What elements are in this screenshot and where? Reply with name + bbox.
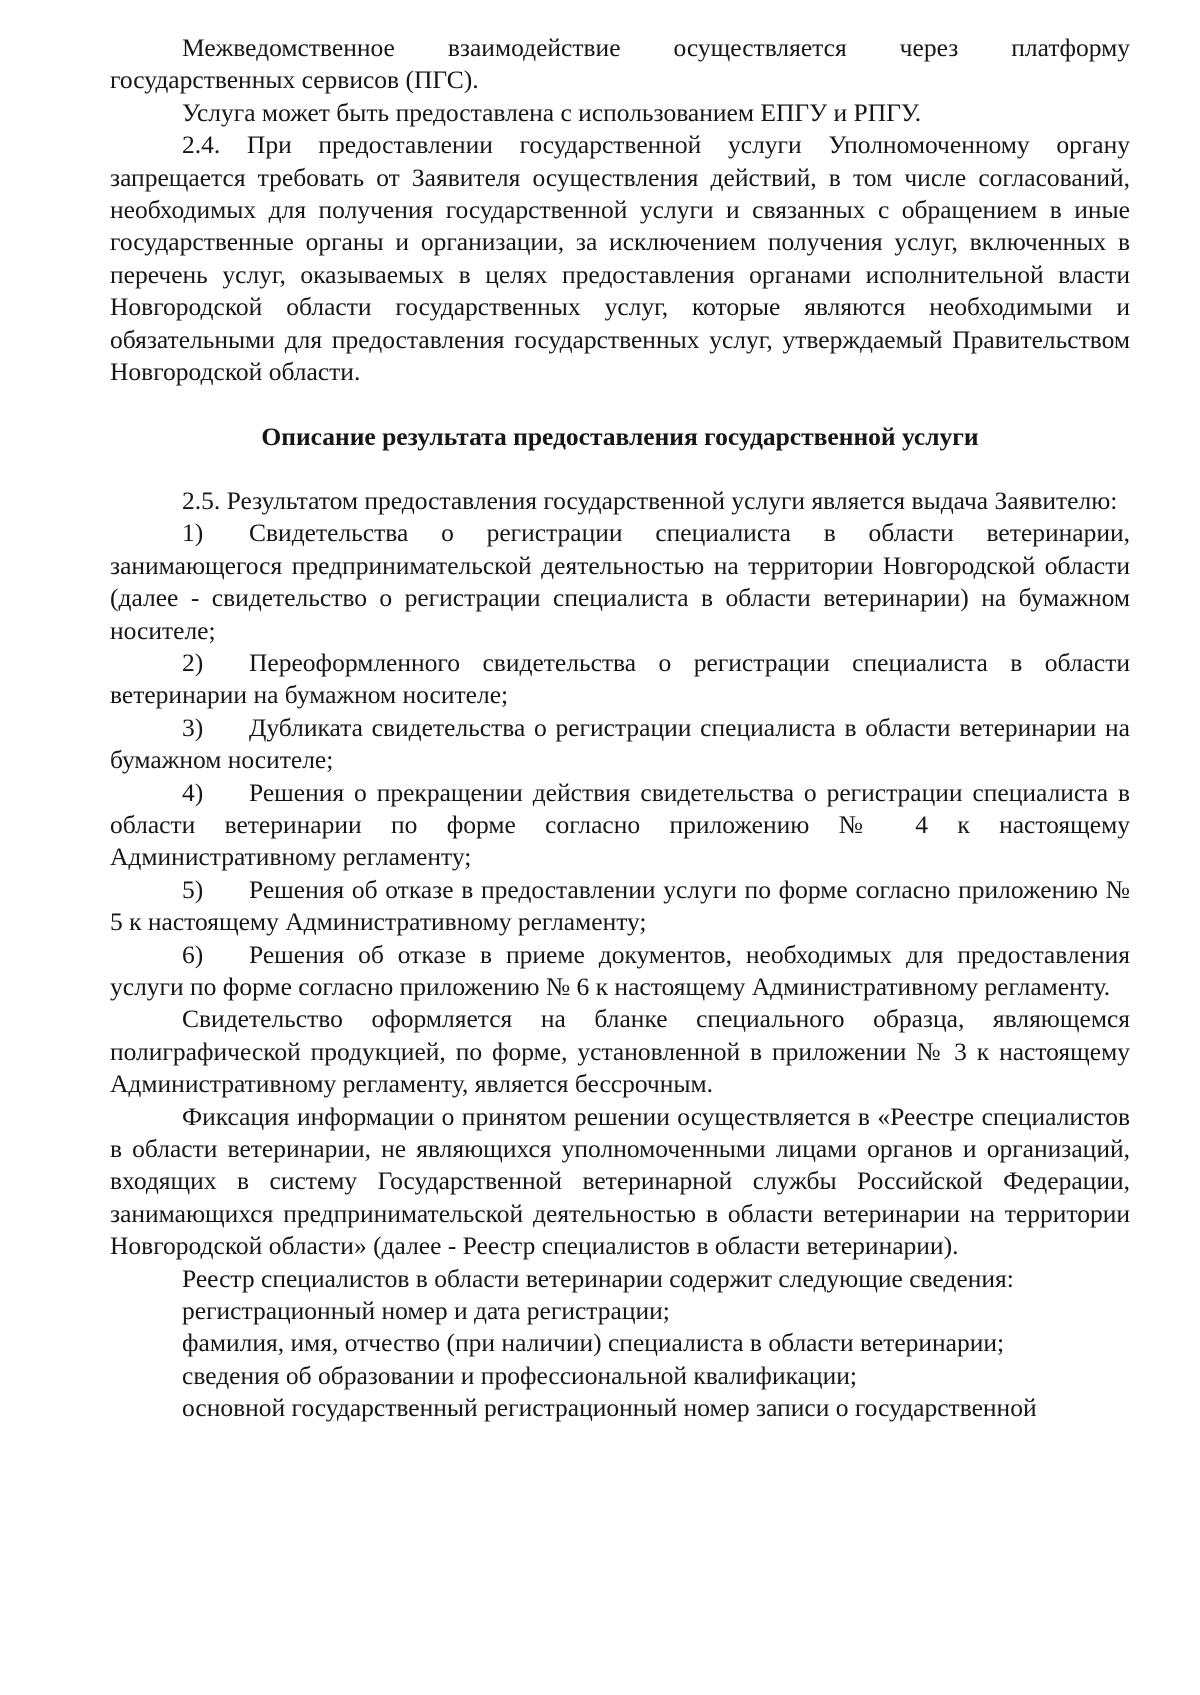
result-item-4 — [110, 777, 1130, 874]
paragraph-interagency: Межведомственное взаимодействие осуществляется через платформу государственных сервисов (ПГС). — [110, 33, 1130, 95]
paragraph-2-4: 2.4. При предоставлении государственной услуги Уполномоченному органу запрещается требовать от Заявителя осуществления действий, в том числе согласований, необходимых для получения государственной услуги и связанных с обращением в иные государственные органы и организации, за исключением получения услуг, включенных в перечень услуг, оказываемых в целях предоставления органами исполнительной власти Новгородской области государственных услуг, которые являются необходимыми и обязательными для предоставления государственных услуг, утверждаемый Правительством Новгородской области. — [110, 130, 1130, 387]
paragraph-certificate: Свидетельство оформляется на бланке специального образца, являющемся полиграфической продукцией, по форме, установленной в приложении № 3 к настоящему Административному регламенту, является бессрочным. — [110, 1004, 1130, 1099]
result-item-1 — [110, 517, 1130, 647]
registry-line-name: фамилия, имя, отчество (при наличии) специалиста в области ветеринарии; — [182, 1328, 1005, 1358]
result-item-number: 4) — [182, 777, 204, 807]
result-item-5 — [110, 874, 1130, 939]
result-item-number: 5) — [182, 874, 204, 904]
result-item-text: Переоформленного свидетельства о регистрации специалиста в области ветеринарии на бумажном носителе; — [110, 647, 1130, 710]
result-item-number: 1) — [182, 518, 204, 548]
registry-line-intro: Реестр специалистов в области ветеринарии содержит следующие сведения: — [182, 1263, 1014, 1293]
result-item-number: 2) — [182, 647, 204, 677]
section-heading: Описание результата предоставления государственной услуги — [261, 422, 979, 452]
result-item-number: 3) — [182, 712, 204, 742]
result-item-number: 6) — [182, 939, 204, 969]
registry-line-number: регистрационный номер и дата регистрации; — [182, 1296, 670, 1326]
result-item-3 — [110, 712, 1130, 777]
result-item-text: Дубликата свидетельства о регистрации специалиста в области ветеринарии на бумажном носителе; — [110, 712, 1130, 775]
result-item-text: Решения об отказе в приеме документов, необходимых для предоставления услуги по форме согласно приложению № 6 к настоящему Административному регламенту. — [110, 939, 1130, 1001]
result-item-text: Решения о прекращении действия свидетельства о регистрации специалиста в области ветеринарии по форме согласно приложению № 4 к настоящему Административному регламенту; — [110, 777, 1130, 872]
result-item-2 — [110, 647, 1130, 712]
document-page — [110, 32, 1130, 1425]
paragraph-registry-fixation: Фиксация информации о принятом решении осуществляется в «Реестре специалистов в области ветеринарии, не являющихся уполномоченными лицами органов и организаций, входящих в систему Государственной ветеринарной службы Российской Федерации, занимающихся предпринимательской деятельностью в области ветеринарии на территории Новгородской области» (далее - Реестр специалистов в области ветеринарии). — [110, 1101, 1130, 1261]
registry-line-education: сведения об образовании и профессиональной квалификации; — [182, 1360, 857, 1390]
result-item-text: Решения об отказе в предоставлении услуги по форме согласно приложению № 5 к настоящему Административному регламенту; — [110, 874, 1130, 937]
registry-line-ogrn: основной государственный регистрационный номер записи о государственной — [182, 1393, 1037, 1423]
result-item-text: Свидетельства о регистрации специалиста в области ветеринарии, занимающегося предпринимательской деятельностью на территории Новгородской области (далее - свидетельство о регистрации специалиста в области ветеринарии) на бумажном носителе; — [110, 518, 1130, 645]
result-item-6 — [110, 939, 1130, 1004]
paragraph-2-5: 2.5. Результатом предоставления государственной услуги является выдача Заявителю: — [182, 485, 1118, 515]
paragraph-epgu: Услуга может быть предоставлена с использованием ЕПГУ и РПГУ. — [182, 97, 922, 127]
